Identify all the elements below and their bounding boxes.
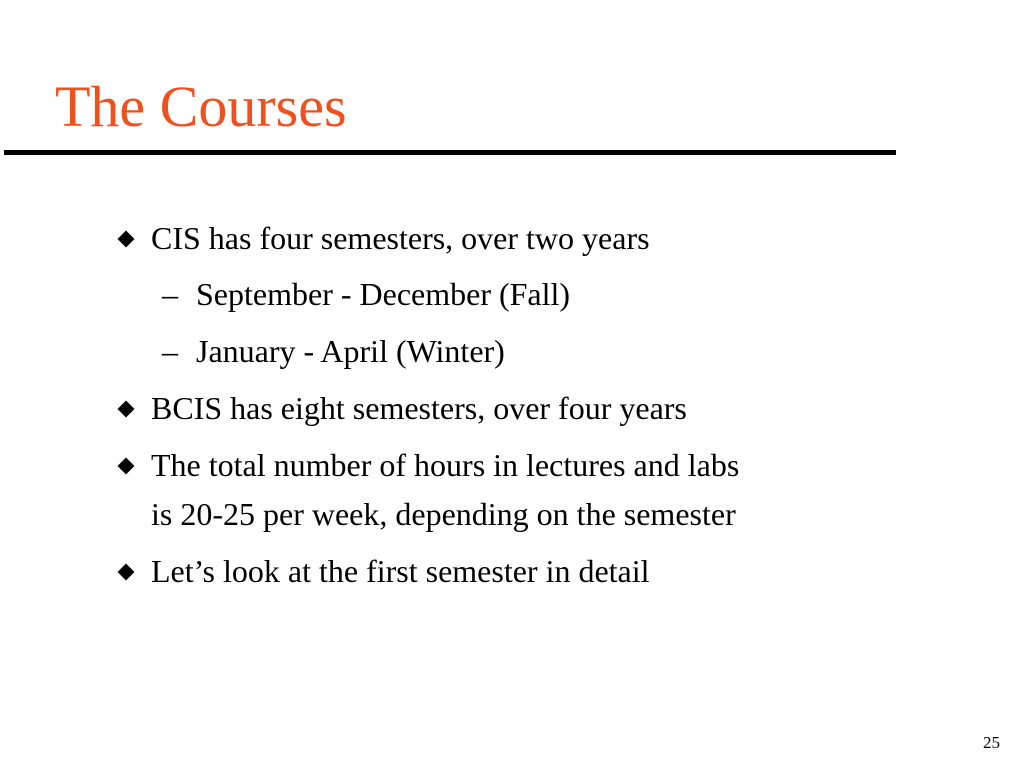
bullet-6-text: Let’s look at the first semester in detail <box>151 553 650 589</box>
bullet-2-dash: – <box>162 333 178 369</box>
bullet-3-diamond-icon <box>118 401 135 418</box>
bullet-5-text: is 20-25 per week, depending on the semester <box>151 496 736 532</box>
bullet-6-diamond-icon <box>118 564 135 581</box>
title-rule <box>4 150 896 155</box>
page-number: 25 <box>983 733 1000 752</box>
bullet-1-dash: – <box>162 276 178 312</box>
bullet-0-diamond-icon <box>118 231 135 248</box>
bullet-3-text: BCIS has eight semesters, over four years <box>151 390 687 426</box>
bullet-1-text: September - December (Fall) <box>196 276 571 312</box>
bullet-2-text: January - April (Winter) <box>196 333 505 369</box>
bullet-4-diamond-icon <box>118 458 135 475</box>
bullet-0-text: CIS has four semesters, over two years <box>151 220 650 256</box>
slide-title: The Courses <box>55 74 347 139</box>
bullet-4-text: The total number of hours in lectures and labs <box>151 447 740 483</box>
